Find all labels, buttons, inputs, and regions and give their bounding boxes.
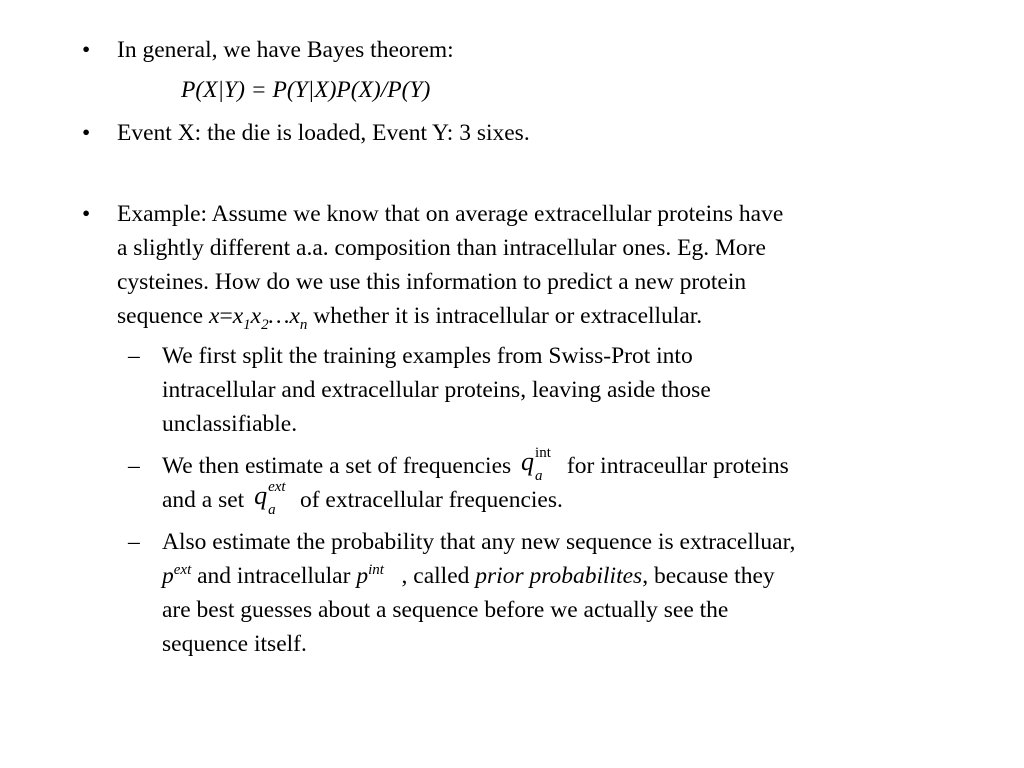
bayes-formula: P(X|Y) = P(Y|X)P(X)/P(Y) xyxy=(181,77,431,103)
q-int-base: q xyxy=(521,447,535,476)
frequencies-line-1-tail: for intraceullar proteins xyxy=(566,453,789,479)
prior-line-2-tail: , because they xyxy=(642,563,775,589)
frequencies-line-2 xyxy=(162,479,563,518)
event-definition-text: Event X: the die is loaded, Event Y: 3 sixes. xyxy=(117,120,530,146)
q-ext-base: q xyxy=(254,481,268,510)
example-line-4-tail: whether it is intracellular or extracellular. xyxy=(307,303,703,329)
q-ext-sub: a xyxy=(268,502,276,518)
prior-line-2 xyxy=(162,559,775,596)
subbullet-marker: – xyxy=(128,453,140,479)
prior-line-4: sequence itself. xyxy=(162,631,307,657)
split-line-3: unclassifiable. xyxy=(162,411,298,437)
bayes-intro-text: In general, we have Bayes theorem: xyxy=(117,37,454,63)
seq-sub-1: 1 xyxy=(243,317,251,333)
seq-x: x xyxy=(209,303,220,329)
q-ext-sup: ext xyxy=(268,479,286,495)
q-ext-symbol xyxy=(250,479,294,518)
split-line-1: We first split the training examples from Swiss-Prot into xyxy=(162,343,693,369)
frequencies-line-1-text: We then estimate a set of frequencies xyxy=(162,453,512,479)
seq-sub-2: 2 xyxy=(261,317,269,333)
prior-line-2-mid: and intracellular xyxy=(191,563,357,589)
subbullet-marker: – xyxy=(128,529,140,555)
frequencies-line-1 xyxy=(162,445,789,484)
frequencies-line-2-text: and a set xyxy=(162,487,245,513)
bullet-marker: • xyxy=(82,120,91,146)
frequencies-line-2-tail: of extracellular frequencies. xyxy=(299,487,563,513)
seq-sub-n: n xyxy=(299,317,308,333)
example-line-3: cysteines. How do we use this information to predict a new protein xyxy=(117,269,747,295)
example-line-2: a slightly different a.a. composition than intracellular ones. Eg. More xyxy=(117,235,766,261)
subbullet-marker: – xyxy=(128,343,140,369)
prior-line-1: Also estimate the probability that any new sequence is extracelluar, xyxy=(162,529,796,555)
q-int-sup: int xyxy=(535,445,551,461)
split-line-2: intracellular and extracellular proteins, leaving aside those xyxy=(162,377,711,403)
example-line-1: Example: Assume we know that on average extracellular proteins have xyxy=(117,201,784,227)
seq-equals: = xyxy=(219,303,233,329)
prior-probabilities-term: prior probabilites xyxy=(475,563,643,589)
sequence-label: sequence xyxy=(117,303,209,329)
prior-line-2-called: , called xyxy=(383,563,476,589)
seq-dots: … xyxy=(268,303,290,329)
p-int: p xyxy=(356,563,369,589)
p-ext-sup: ext xyxy=(173,562,192,578)
bullet-marker: • xyxy=(82,201,91,227)
p-ext: p xyxy=(162,563,174,589)
prior-line-3: are best guesses about a sequence before we actually see the xyxy=(162,597,729,623)
bullet-marker: • xyxy=(82,37,91,63)
example-line-4 xyxy=(117,299,702,336)
seq-x2: x xyxy=(250,303,262,329)
q-int-sub: a xyxy=(535,468,543,484)
p-int-sup: int xyxy=(368,562,384,578)
seq-xn: x xyxy=(289,303,300,329)
q-int-symbol xyxy=(517,445,561,484)
seq-x1: x xyxy=(232,303,244,329)
